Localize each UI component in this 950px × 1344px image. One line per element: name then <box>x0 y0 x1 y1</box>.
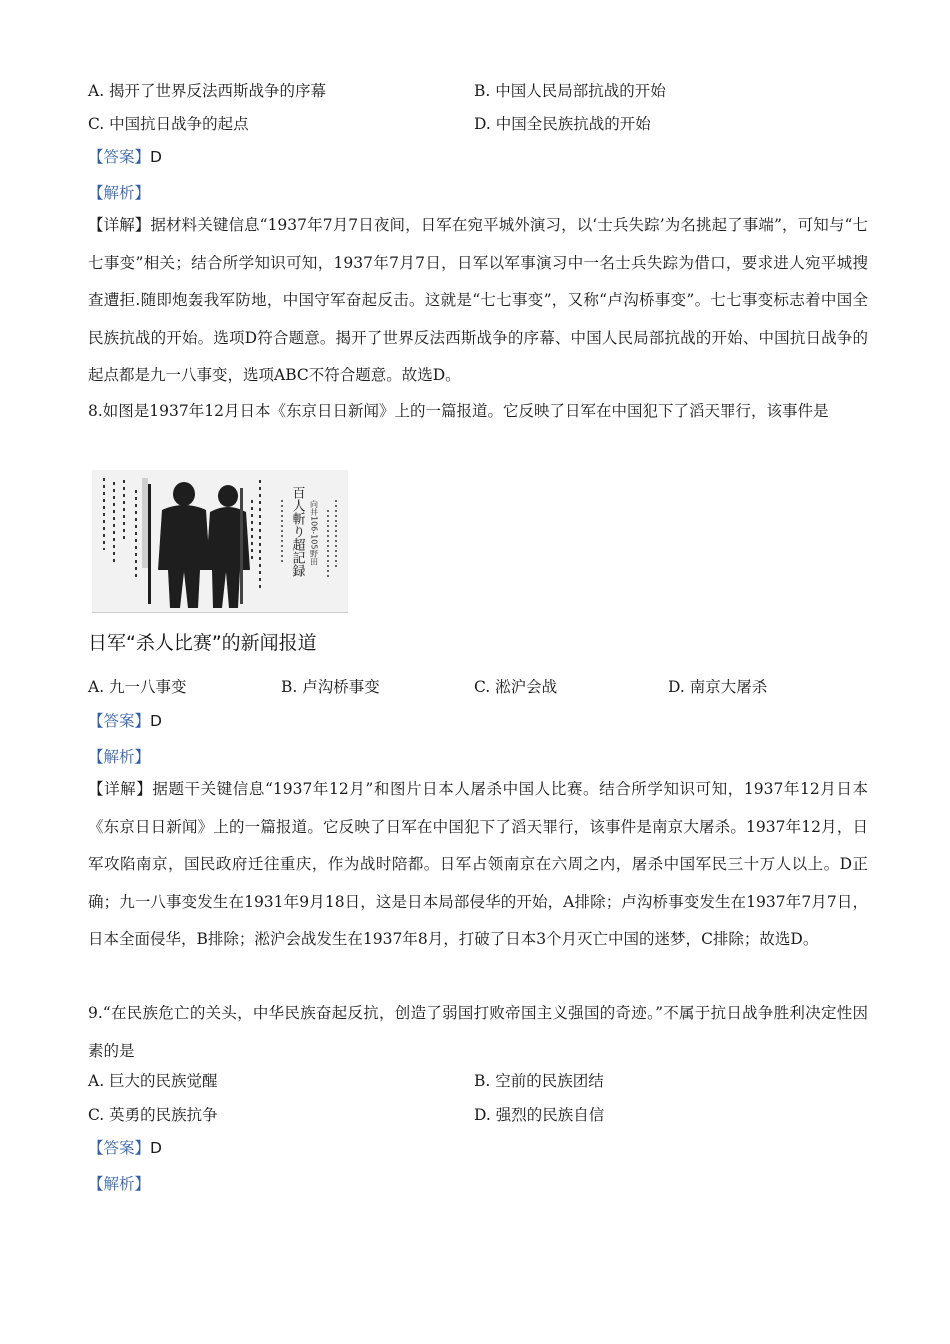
q9-option-c: C. 英勇的民族抗争 <box>88 1106 218 1124</box>
detail-tag: 【详解】 <box>88 216 151 234</box>
answer-value: D <box>150 148 162 166</box>
q8-option-b: B. 卢沟桥事变 <box>281 678 380 696</box>
q8-detail <box>88 771 868 959</box>
q9-option-b: B. 空前的民族团结 <box>474 1072 604 1090</box>
detail-text: 据材料关键信息“1937年7月7日夜间，日军在宛平城外演习，以‘士兵失踪’为名挑起了事端”，可知与“七七事变”相关；结合所学知识可知，1937年7月7日，日军以军事演习中一名士兵失踪为借口，要求进人宛平城搜查遭拒.随即炮轰我军防地，中国守军奋起反击。这就是“七七事变”，又称“卢沟桥事变”。七七事变标志着中国全民族抗战的开始。选项D符合题意。揭开了世界反法西斯战争的序幕、中国人民局部抗战的开始、中国抗日战争的起点都是九一八事变，选项ABC不符合题意。故选D。 <box>88 216 868 384</box>
q7-answer <box>88 146 162 168</box>
detail-tag: 【详解】 <box>88 780 153 798</box>
q7-option-b: B. 中国人民局部抗战的开始 <box>474 82 666 100</box>
answer-value: D <box>150 1139 162 1157</box>
q9-question: 9.“在民族危亡的关头，中华民族奋起反抗，创造了弱国打败帝国主义强国的奇迹。”不属于抗日战争胜利决定性因素的是 <box>88 1004 868 1060</box>
q8-option-d: D. 南京大屠杀 <box>668 678 768 696</box>
detail-text: 据题干关键信息“1937年12月”和图片日本人屠杀中国人比赛。结合所学知识可知，1937年12月日本《东京日日新闻》上的一篇报道。它反映了日军在中国犯下了滔天罪行，该事件是南京大屠杀。1937年12月，日军攻陷南京，国民政府迁往重庆，作为战时陪都。日军占领南京在六周之内，屠杀中国军民三十万人以上。D正确；九一八事变发生在1931年9月18日，这是日本局部侵华的开始，A排除；卢沟桥事变发生在1937年7月7日，日本全面侵华，B排除；淞沪会战发生在1937年8月，打破了日本3个月灭亡中国的迷梦，C排除；故选D。 <box>88 780 868 948</box>
q9-option-d: D. 强烈的民族自信 <box>474 1106 605 1124</box>
q8-option-a: A. 九一八事变 <box>88 678 187 696</box>
q7-option-d: D. 中国全民族抗战的开始 <box>474 115 651 133</box>
answer-value: D <box>150 712 162 730</box>
newspaper-subline: 向井106-105野田 <box>309 500 319 566</box>
newspaper-headline: 百人斬り超記録 <box>289 486 305 577</box>
answer-tag: 【答案】 <box>88 1139 151 1157</box>
answer-tag: 【答案】 <box>88 148 151 166</box>
q9-answer <box>88 1137 162 1159</box>
q8-analysis-tag: 【解析】 <box>88 748 151 766</box>
q7-detail <box>88 207 868 395</box>
q9-analysis-tag: 【解析】 <box>88 1175 151 1193</box>
q7-analysis-tag: 【解析】 <box>88 184 151 202</box>
newspaper-image <box>92 470 348 612</box>
q8-answer <box>88 710 162 732</box>
q8-option-c: C. 淞沪会战 <box>474 678 558 696</box>
q9-option-a: A. 巨大的民族觉醒 <box>88 1072 218 1090</box>
image-caption: 日军“杀人比赛”的新闻报道 <box>88 632 317 654</box>
answer-tag: 【答案】 <box>88 712 151 730</box>
q7-option-c: C. 中国抗日战争的起点 <box>88 115 249 133</box>
newspaper-photo <box>92 470 348 613</box>
q7-option-a: A. 揭开了世界反法西斯战争的序幕 <box>88 82 327 100</box>
q8-question: 8.如图是1937年12月日本《东京日日新闻》上的一篇报道。它反映了日军在中国犯下了滔天罪行，该事件是 <box>88 402 829 420</box>
